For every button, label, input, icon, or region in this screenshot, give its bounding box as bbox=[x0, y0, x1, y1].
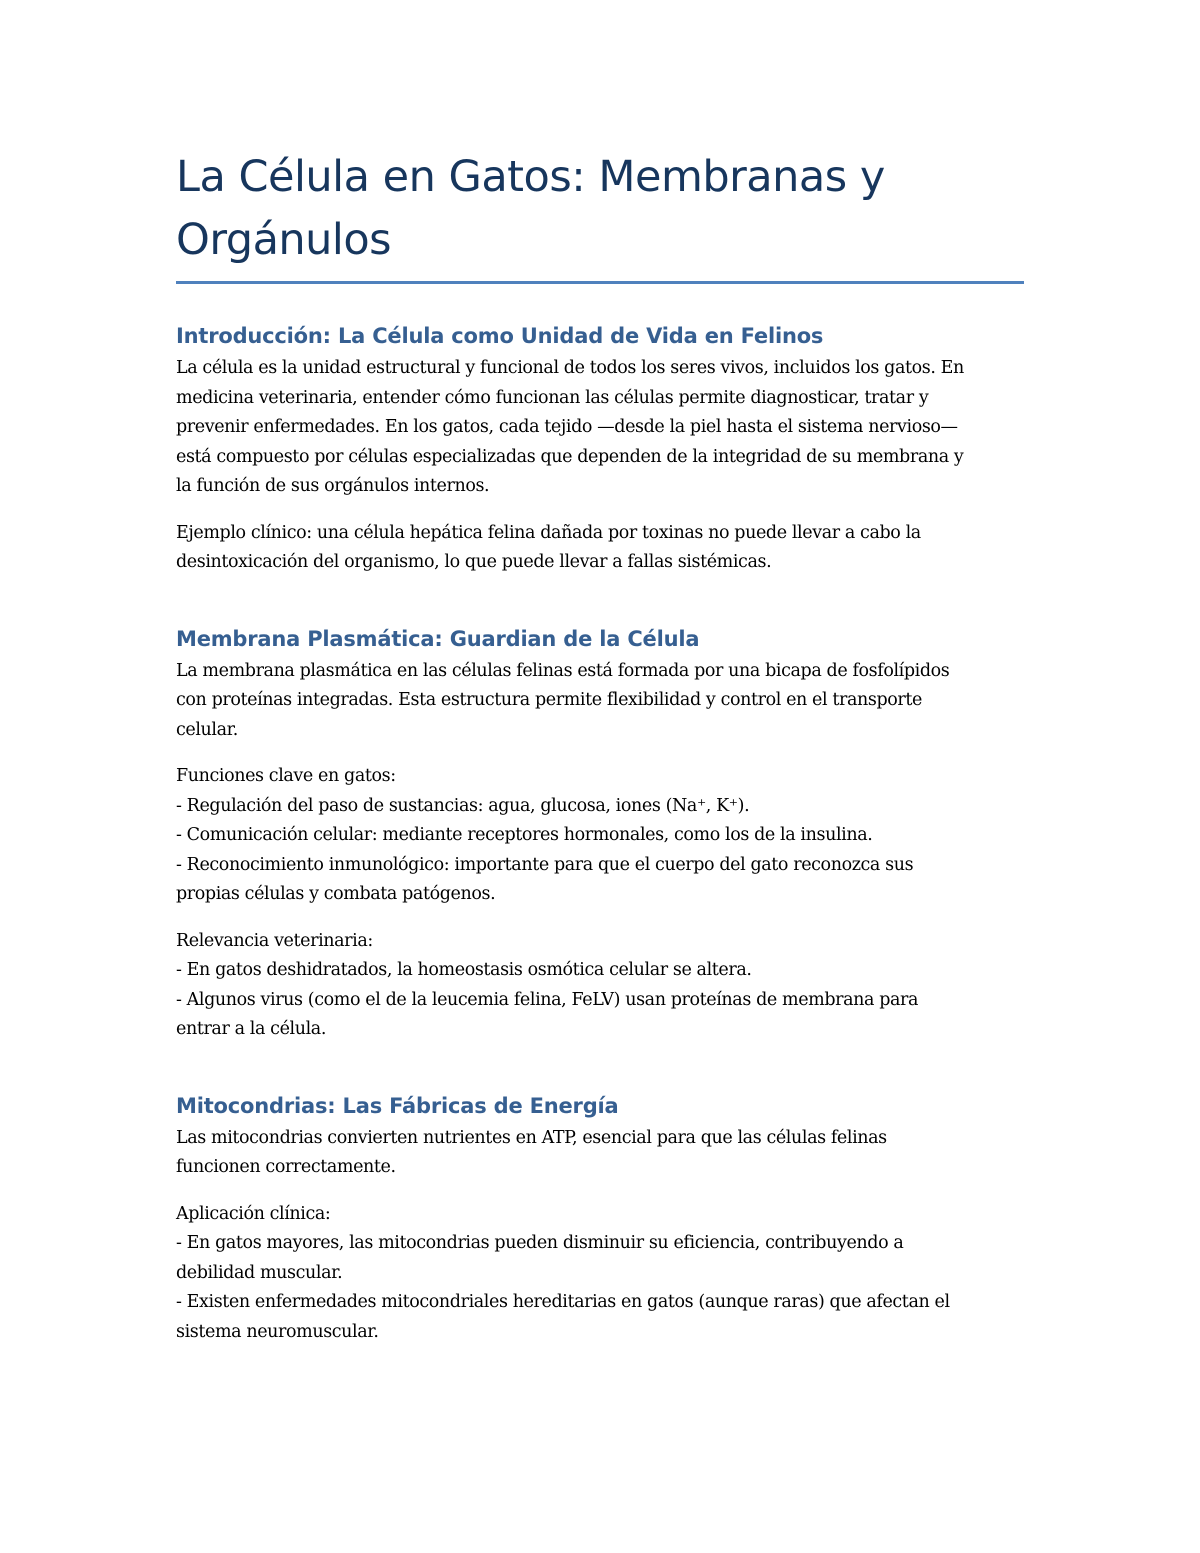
list-item: - En gatos mayores, las mitocondrias pueden disminuir su eficiencia, contribuyendo a bbox=[176, 1233, 904, 1253]
paragraph bbox=[176, 762, 1024, 910]
paragraph bbox=[176, 1200, 1024, 1348]
text-line: propias células y combata patógenos. bbox=[176, 884, 496, 904]
document-page bbox=[176, 146, 1024, 1347]
text-line: la función de sus orgánulos internos. bbox=[176, 476, 490, 496]
paragraph bbox=[176, 657, 1024, 746]
text-line: Funciones clave en gatos: bbox=[176, 766, 396, 786]
text-line: Relevancia veterinaria: bbox=[176, 930, 373, 951]
section-heading: Mitocondrias: Las Fábricas de Energía bbox=[176, 1093, 619, 1118]
section-heading: Introducción: La Célula como Unidad de Vida en Felinos bbox=[176, 324, 824, 348]
section-introduction bbox=[176, 321, 1024, 578]
text-line: celular. bbox=[176, 719, 238, 740]
paragraph bbox=[176, 519, 1024, 578]
title-line: Orgánulos bbox=[176, 215, 392, 265]
text-line: medicina veterinaria, entender cómo funcionan las células permite diagnosticar, tratar y bbox=[176, 387, 929, 408]
list-item: - En gatos deshidratados, la homeostasis osmótica celular se altera. bbox=[176, 960, 752, 980]
list-item: - Regulación del paso de sustancias: agua, glucosa, iones (Na⁺, K⁺). bbox=[176, 795, 750, 816]
document-title bbox=[176, 146, 1024, 272]
text-line: está compuesto por células especializadas que dependen de la integridad de su membrana y bbox=[176, 446, 964, 467]
text-line: La membrana plasmática en las células felinas está formada por una bicapa de fosfolípidos bbox=[176, 660, 950, 681]
text-line: sistema neuromuscular. bbox=[176, 1321, 379, 1342]
text-line: Las mitocondrias convierten nutrientes en ATP, esencial para que las células felinas bbox=[176, 1127, 887, 1148]
text-line: desintoxicación del organismo, lo que puede llevar a fallas sistémicas. bbox=[176, 552, 772, 572]
text-line: debilidad muscular. bbox=[176, 1262, 343, 1283]
list-item: - Existen enfermedades mitocondriales hereditarias en gatos (aunque raras) que afectan el bbox=[176, 1292, 950, 1312]
text-line: prevenir enfermedades. En los gatos, cada tejido —desde la piel hasta el sistema nervioso— bbox=[176, 417, 958, 437]
text-line: funcionen correctamente. bbox=[176, 1157, 396, 1177]
paragraph bbox=[176, 354, 1024, 502]
list-item: - Algunos virus (como el de la leucemia felina, FeLV) usan proteínas de membrana para bbox=[176, 989, 919, 1010]
section-plasma-membrane bbox=[176, 624, 1024, 1045]
section-heading: Membrana Plasmática: Guardian de la Célula bbox=[176, 626, 700, 651]
list-item: - Reconocimiento inmunológico: importante para que el cuerpo del gato reconozca sus bbox=[176, 854, 914, 875]
paragraph bbox=[176, 927, 1024, 1045]
paragraph bbox=[176, 1124, 1024, 1183]
text-line: Ejemplo clínico: una célula hepática felina dañada por toxinas no puede llevar a cabo la bbox=[176, 522, 921, 543]
text-line: entrar a la célula. bbox=[176, 1019, 326, 1039]
section-mitochondria bbox=[176, 1091, 1024, 1348]
text-line: Aplicación clínica: bbox=[176, 1203, 331, 1224]
title-underline bbox=[176, 281, 1024, 284]
list-item: - Comunicación celular: mediante receptores hormonales, como los de la insulina. bbox=[176, 825, 873, 845]
text-line: La célula es la unidad estructural y funcional de todos los seres vivos, incluidos los gatos. En bbox=[176, 358, 964, 378]
text-line: con proteínas integradas. Esta estructura permite flexibilidad y control en el transporte bbox=[176, 690, 922, 710]
title-line: La Célula en Gatos: Membranas y bbox=[176, 152, 885, 202]
